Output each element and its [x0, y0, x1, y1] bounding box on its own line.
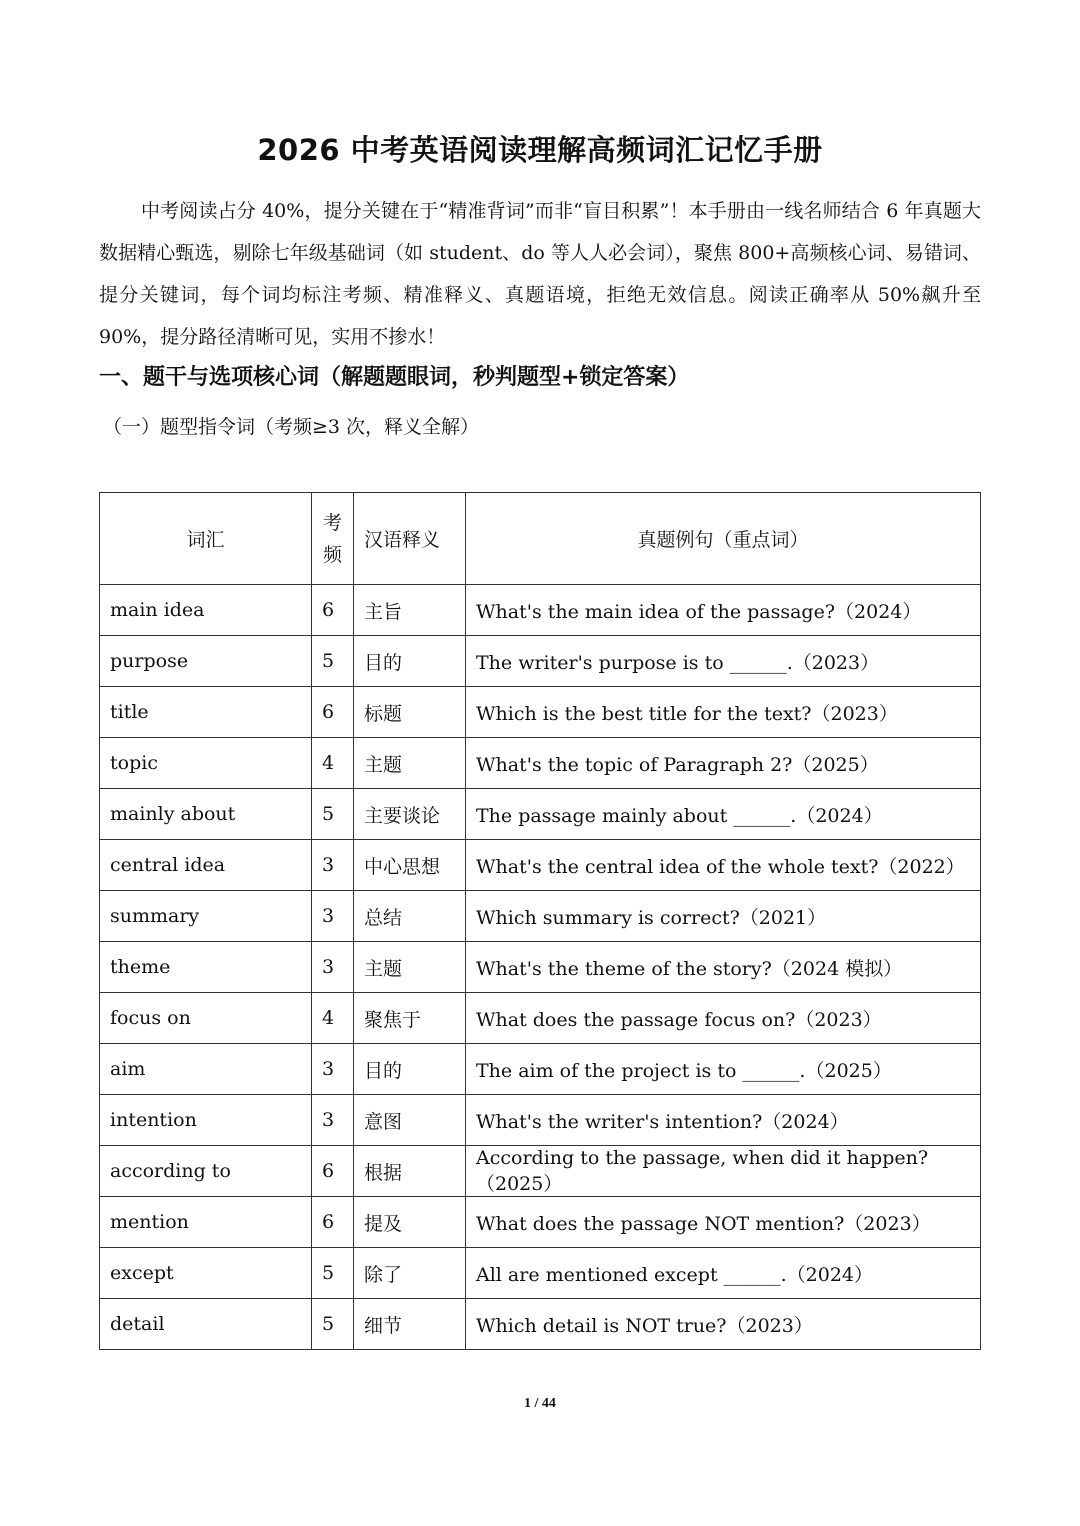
cell-example: The aim of the project is to ______.（2025）	[466, 1044, 981, 1095]
cell-word: mainly about	[100, 789, 312, 840]
table-row	[100, 738, 981, 789]
table-row	[100, 687, 981, 738]
section-heading: 一、题干与选项核心词（解题题眼词，秒判题型+锁定答案）	[99, 365, 690, 390]
table-row	[100, 1197, 981, 1248]
cell-frequency: 6	[312, 1197, 354, 1248]
table-row	[100, 1248, 981, 1299]
page-number: 1 / 44	[524, 1396, 556, 1411]
cell-meaning: 目的	[354, 636, 466, 687]
cell-word: intention	[100, 1095, 312, 1146]
cell-example: What's the central idea of the whole text?（2022）	[466, 840, 981, 891]
cell-frequency: 6	[312, 585, 354, 636]
cell-word: purpose	[100, 636, 312, 687]
cell-example: The passage mainly about ______.（2024）	[466, 789, 981, 840]
header-frequency-line2: 频	[322, 543, 342, 566]
table-row	[100, 942, 981, 993]
cell-meaning: 细节	[354, 1299, 466, 1350]
header-meaning: 汉语释义	[354, 493, 466, 585]
table-row	[100, 1146, 981, 1197]
table-row	[100, 993, 981, 1044]
cell-word: except	[100, 1248, 312, 1299]
table-row	[100, 1299, 981, 1350]
intro-paragraph: 中考阅读占分 40%，提分关键在于“精准背词”而非“盲目积累”！本手册由一线名师结合 6 年真题大数据精心甄选，剔除七年级基础词（如 student、do 等人人必会词），聚焦 800+高频核心词、易错词、提分关键词，每个词均标注考频、精准释义、真题语境，拒绝无效信息。阅读正确率从 50%飙升至 90%，提分路径清晰可见，实用不掺水！	[99, 200, 981, 348]
cell-word: detail	[100, 1299, 312, 1350]
cell-meaning: 标题	[354, 687, 466, 738]
cell-word: topic	[100, 738, 312, 789]
cell-frequency: 4	[312, 993, 354, 1044]
cell-meaning: 意图	[354, 1095, 466, 1146]
table-row	[100, 636, 981, 687]
cell-word: summary	[100, 891, 312, 942]
header-frequency-line1: 考	[322, 511, 342, 534]
cell-frequency: 5	[312, 1299, 354, 1350]
cell-example: What does the passage NOT mention?（2023）	[466, 1197, 981, 1248]
cell-frequency: 5	[312, 789, 354, 840]
cell-meaning: 根据	[354, 1146, 466, 1197]
cell-example: Which summary is correct?（2021）	[466, 891, 981, 942]
table-row	[100, 1044, 981, 1095]
cell-meaning: 主题	[354, 942, 466, 993]
header-frequency	[312, 493, 354, 585]
cell-frequency: 3	[312, 891, 354, 942]
vocabulary-table	[99, 492, 981, 1350]
cell-meaning: 中心思想	[354, 840, 466, 891]
table-row	[100, 789, 981, 840]
cell-meaning: 除了	[354, 1248, 466, 1299]
cell-example: According to the passage, when did it happen?（2025）	[466, 1146, 981, 1197]
cell-meaning: 聚焦于	[354, 993, 466, 1044]
cell-frequency: 5	[312, 1248, 354, 1299]
table-body	[100, 585, 981, 1350]
subsection-heading: （一）题型指令词（考频≥3 次，释义全解）	[103, 416, 480, 438]
cell-meaning: 主要谈论	[354, 789, 466, 840]
cell-example: Which detail is NOT true?（2023）	[466, 1299, 981, 1350]
cell-frequency: 4	[312, 738, 354, 789]
cell-example: What's the main idea of the passage?（2024）	[466, 585, 981, 636]
table-row	[100, 891, 981, 942]
header-example: 真题例句（重点词）	[466, 493, 981, 585]
cell-example: What does the passage focus on?（2023）	[466, 993, 981, 1044]
cell-meaning: 提及	[354, 1197, 466, 1248]
cell-word: theme	[100, 942, 312, 993]
cell-meaning: 目的	[354, 1044, 466, 1095]
cell-frequency: 6	[312, 1146, 354, 1197]
header-word: 词汇	[100, 493, 312, 585]
cell-word: title	[100, 687, 312, 738]
cell-example: What's the theme of the story?（2024 模拟）	[466, 942, 981, 993]
cell-word: according to	[100, 1146, 312, 1197]
cell-frequency: 3	[312, 942, 354, 993]
cell-frequency: 5	[312, 636, 354, 687]
cell-meaning: 主旨	[354, 585, 466, 636]
cell-frequency: 3	[312, 840, 354, 891]
cell-word: mention	[100, 1197, 312, 1248]
cell-word: aim	[100, 1044, 312, 1095]
table-row	[100, 1095, 981, 1146]
cell-meaning: 总结	[354, 891, 466, 942]
cell-example: What's the writer's intention?（2024）	[466, 1095, 981, 1146]
cell-example: What's the topic of Paragraph 2?（2025）	[466, 738, 981, 789]
cell-example: The writer's purpose is to ______.（2023）	[466, 636, 981, 687]
table-row	[100, 585, 981, 636]
cell-frequency: 6	[312, 687, 354, 738]
table-row	[100, 840, 981, 891]
cell-meaning: 主题	[354, 738, 466, 789]
cell-word: focus on	[100, 993, 312, 1044]
cell-example: All are mentioned except ______.（2024）	[466, 1248, 981, 1299]
cell-frequency: 3	[312, 1044, 354, 1095]
cell-example: Which is the best title for the text?（2023）	[466, 687, 981, 738]
cell-frequency: 3	[312, 1095, 354, 1146]
table-header-row	[100, 493, 981, 585]
cell-word: main idea	[100, 585, 312, 636]
cell-word: central idea	[100, 840, 312, 891]
document-title: 2026 中考英语阅读理解高频词汇记忆手册	[257, 133, 823, 167]
